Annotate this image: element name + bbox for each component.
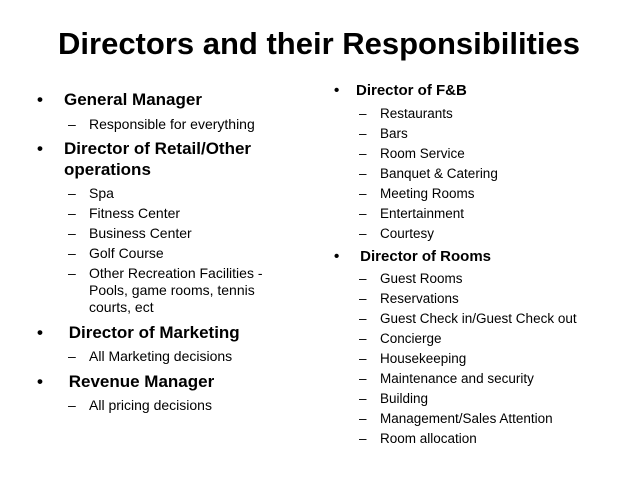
sub-item: [37, 245, 307, 262]
dash-icon: –: [359, 431, 367, 446]
bullet-icon: •: [334, 82, 340, 99]
dash-icon: –: [359, 126, 367, 141]
bullet-icon: •: [37, 323, 43, 342]
dash-icon: –: [359, 271, 367, 286]
sub-item-text: Entertainment: [380, 206, 465, 221]
sub-item-text: Reservations: [380, 291, 459, 306]
item-heading: Director of Retail/Other operations: [64, 139, 252, 179]
sub-item: [334, 430, 624, 447]
dash-icon: –: [68, 265, 76, 281]
sub-item-text: Courtesy: [380, 226, 435, 241]
sub-item-text: Guest Rooms: [380, 271, 463, 286]
dash-icon: –: [359, 146, 367, 161]
list-item-director-rooms: [334, 246, 624, 267]
list-item-general-manager: [37, 89, 307, 110]
sub-item: [334, 350, 624, 367]
sub-item-text: Management/Sales Attention: [380, 411, 553, 426]
dash-icon: –: [359, 291, 367, 306]
sub-item: [37, 397, 307, 414]
bullet-icon: •: [37, 372, 43, 391]
sub-item-text: Meeting Rooms: [380, 186, 475, 201]
list-item-revenue-manager: [37, 371, 307, 392]
dash-icon: –: [68, 397, 76, 413]
sub-item: [37, 205, 307, 222]
sub-item-text: All pricing decisions: [89, 397, 212, 413]
bullet-icon: •: [37, 139, 43, 158]
sub-item-text: Concierge: [380, 331, 442, 346]
dash-icon: –: [359, 331, 367, 346]
sub-item: [37, 265, 307, 316]
dash-icon: –: [359, 391, 367, 406]
sub-item-text: Housekeeping: [380, 351, 467, 366]
sub-item: [334, 205, 624, 222]
dash-icon: –: [68, 348, 76, 364]
slide-title: Directors and their Responsibilities: [58, 26, 580, 61]
sub-item: [334, 290, 624, 307]
bullet-icon: •: [37, 90, 43, 109]
dash-icon: –: [359, 186, 367, 201]
left-column: [37, 89, 307, 414]
sub-item-text: All Marketing decisions: [89, 348, 233, 364]
bullet-icon: •: [334, 248, 340, 265]
sub-item: [334, 390, 624, 407]
sub-item-text: Building: [380, 391, 429, 406]
dash-icon: –: [359, 166, 367, 181]
sub-item-text: Golf Course: [89, 245, 164, 261]
sub-item-text: Responsible for everything: [89, 116, 255, 132]
list-item-director-retail: [37, 138, 307, 180]
list-item-director-fnb: [334, 80, 624, 101]
dash-icon: –: [68, 185, 76, 201]
sub-item: [37, 116, 307, 133]
sub-item-text: Maintenance and security: [380, 371, 534, 386]
dash-icon: –: [359, 206, 367, 221]
sub-item: [334, 410, 624, 427]
sub-item-text: Room Service: [380, 146, 465, 161]
dash-icon: –: [359, 106, 367, 121]
sub-item: [334, 225, 624, 242]
dash-icon: –: [359, 371, 367, 386]
sub-item-text: Spa: [89, 185, 114, 201]
list-item-director-marketing: [37, 322, 307, 343]
dash-icon: –: [68, 225, 76, 241]
item-heading: Revenue Manager: [64, 372, 215, 391]
sub-item: [37, 185, 307, 202]
sub-item-text: Fitness Center: [89, 205, 181, 221]
sub-item-text: Other Recreation Facilities - Pools, game rooms, tennis courts, ect: [89, 265, 263, 315]
sub-item-text: Business Center: [89, 225, 192, 241]
sub-item: [37, 225, 307, 242]
dash-icon: –: [68, 245, 76, 261]
dash-icon: –: [359, 311, 367, 326]
sub-item-text: Room allocation: [380, 431, 477, 446]
sub-item: [334, 125, 624, 142]
sub-item: [334, 310, 624, 327]
sub-item-text: Restaurants: [380, 106, 453, 121]
sub-item-text: Banquet & Catering: [380, 166, 498, 181]
dash-icon: –: [359, 226, 367, 241]
sub-item-text: Bars: [380, 126, 408, 141]
sub-item: [37, 348, 307, 365]
sub-item: [334, 370, 624, 387]
sub-item: [334, 330, 624, 347]
sub-item-text: Guest Check in/Guest Check out: [380, 311, 577, 326]
item-heading: General Manager: [64, 90, 202, 109]
sub-item: [334, 165, 624, 182]
dash-icon: –: [359, 351, 367, 366]
right-column: [334, 80, 624, 447]
sub-item: [334, 185, 624, 202]
item-heading: Director of Rooms: [356, 248, 492, 265]
sub-item: [334, 145, 624, 162]
sub-item: [334, 105, 624, 122]
sub-item: [334, 270, 624, 287]
dash-icon: –: [68, 205, 76, 221]
item-heading: Director of Marketing: [64, 323, 240, 342]
dash-icon: –: [68, 116, 76, 132]
dash-icon: –: [359, 411, 367, 426]
item-heading: Director of F&B: [356, 82, 467, 99]
